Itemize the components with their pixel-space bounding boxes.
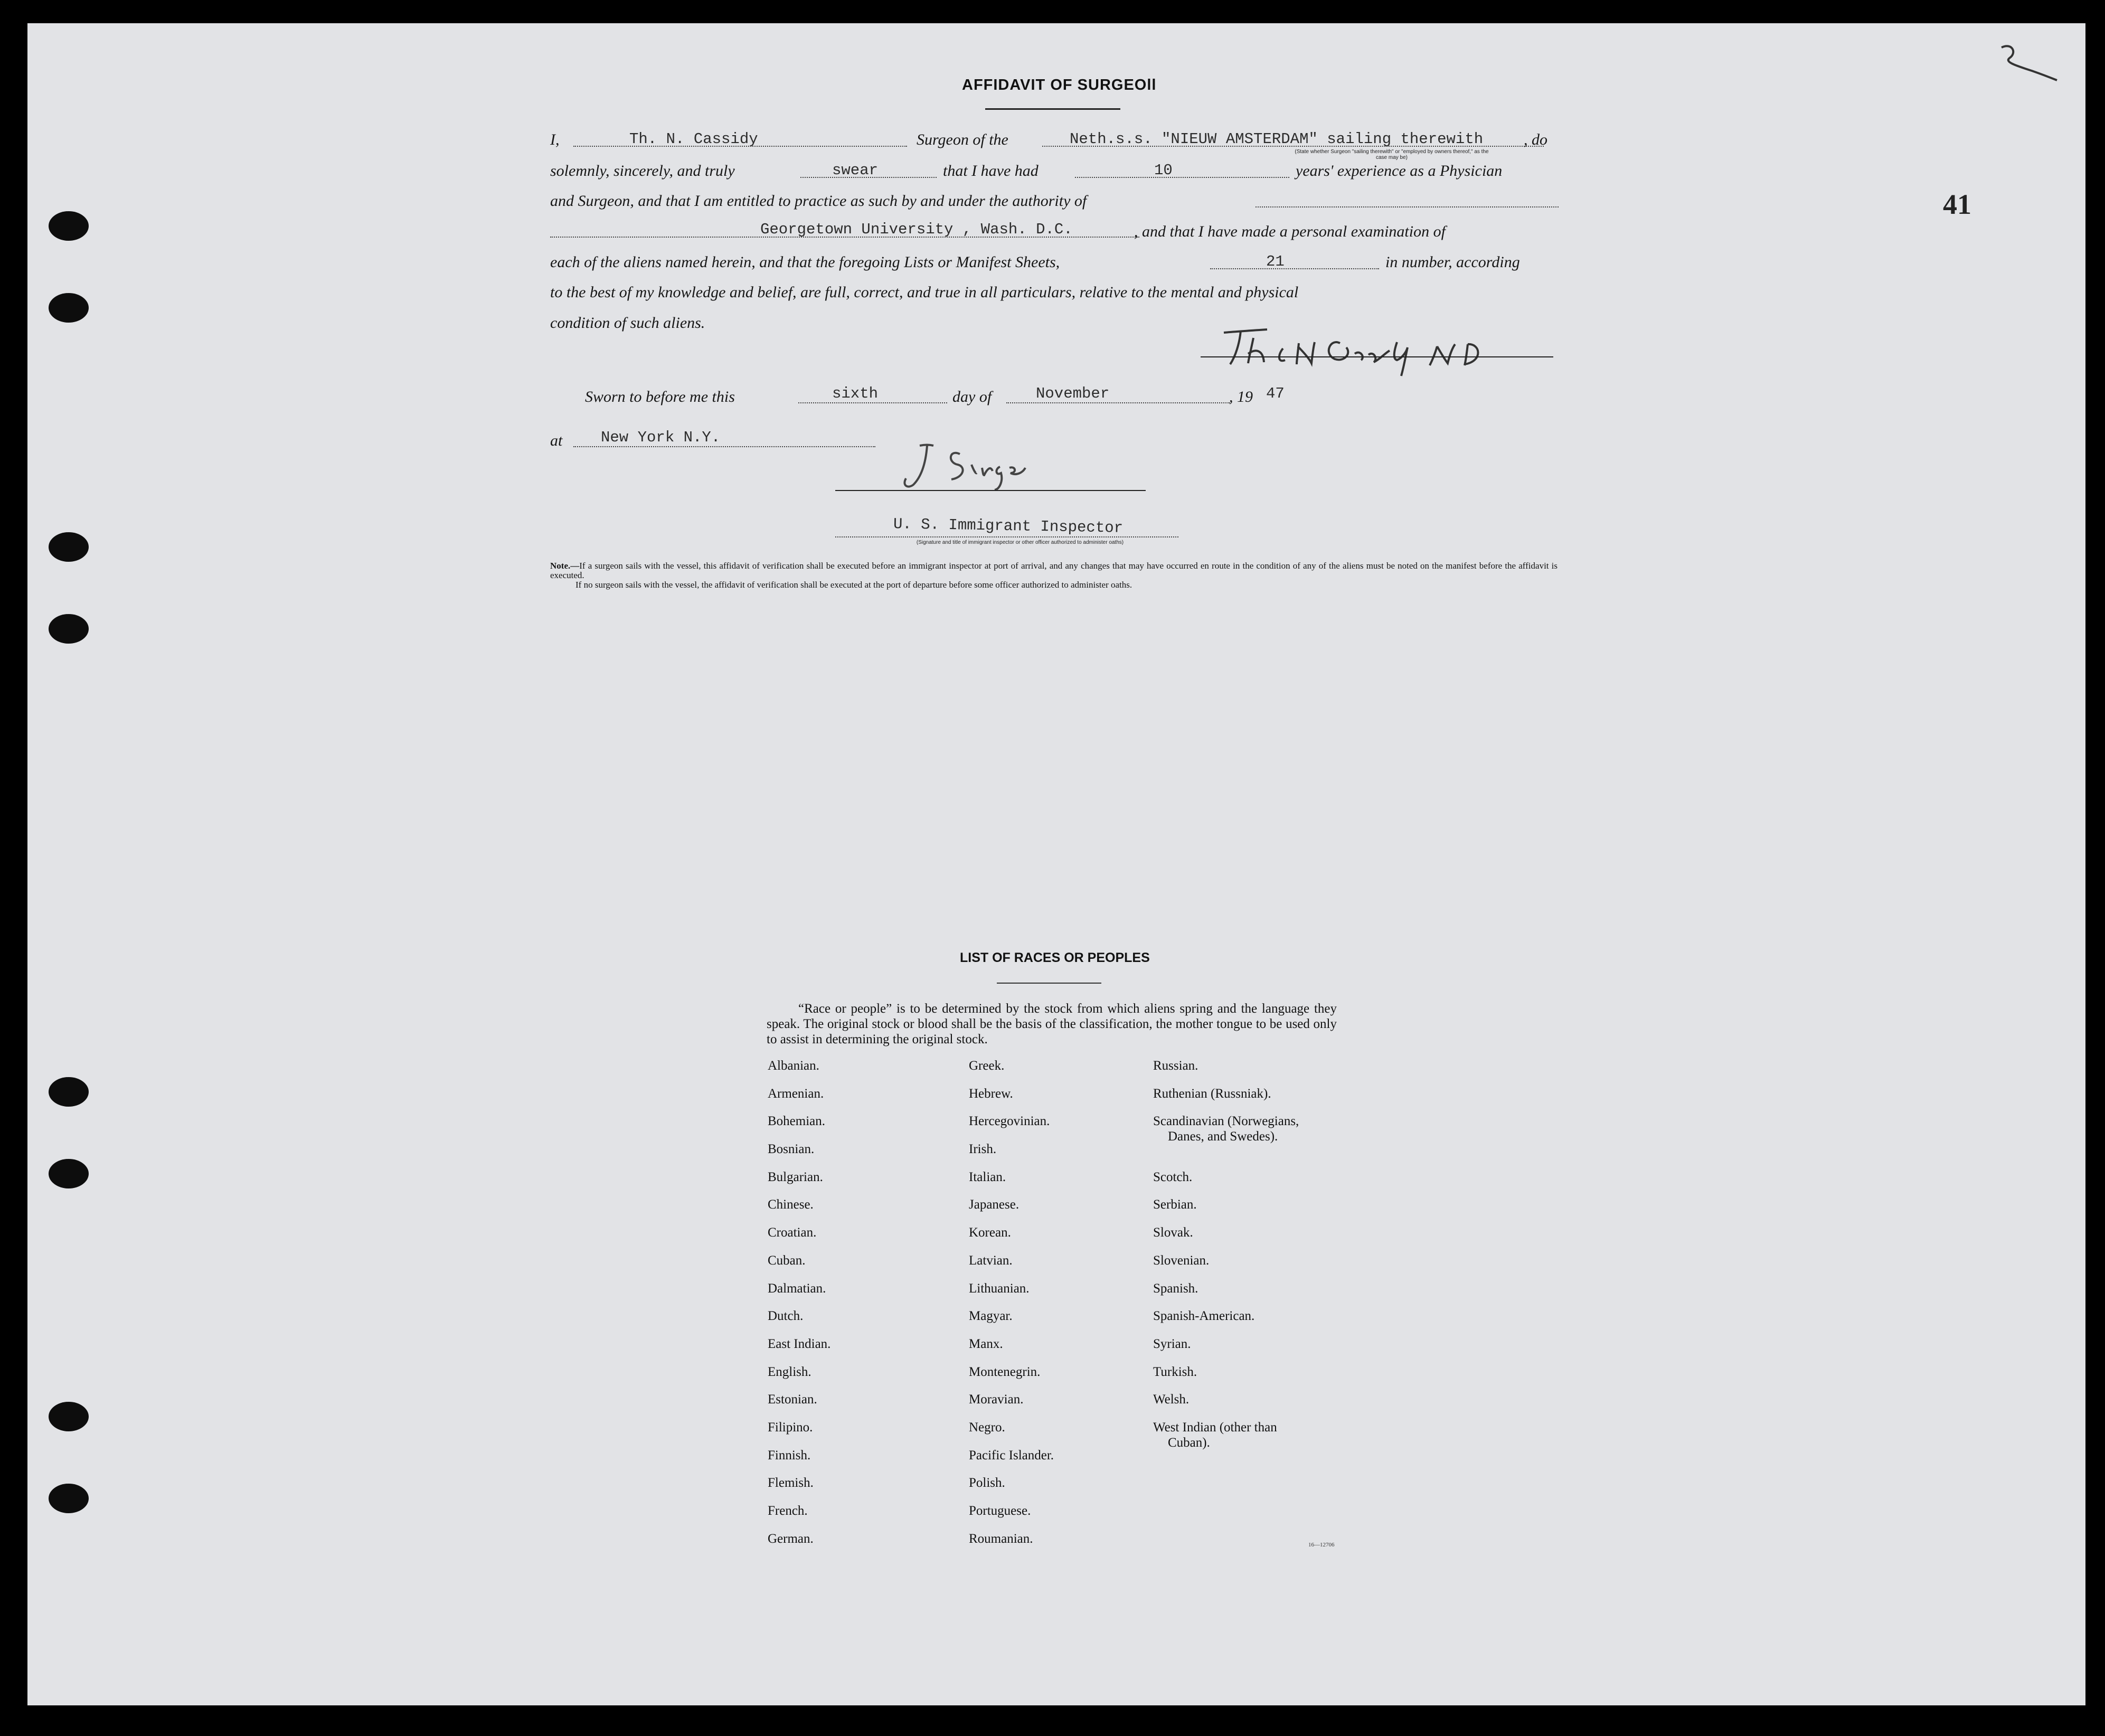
race-item: Slovak. [1153, 1225, 1193, 1240]
day-value: sixth [832, 385, 879, 402]
authority-value: Georgetown University , Wash. D.C. [760, 221, 1073, 238]
race-item: Spanish-American. [1153, 1309, 1255, 1324]
affidavit-note [550, 561, 1557, 590]
binder-hole [49, 1484, 89, 1513]
surgeon-signature-line [1201, 356, 1553, 357]
race-item: Greek. [969, 1059, 1005, 1073]
binder-hole [49, 532, 89, 562]
race-item: Roumanian. [969, 1531, 1033, 1546]
race-item-line-2: Danes, and Swedes). [1168, 1129, 1278, 1144]
race-item: Irish. [969, 1142, 997, 1157]
race-item: Pacific Islander. [969, 1448, 1054, 1463]
race-item: Bulgarian. [768, 1169, 823, 1184]
year-value: 47 [1266, 385, 1285, 402]
word-and-surgeon: and Surgeon, and that I am entitled to practice as such by and under the authority of [550, 192, 1087, 210]
race-item: Korean. [969, 1225, 1011, 1240]
race-item: Estonian. [768, 1392, 817, 1407]
race-item: French. [768, 1504, 808, 1518]
race-item: Dutch. [768, 1309, 804, 1324]
word-personal-exam: , and that I have made a personal examination of [1134, 223, 1446, 240]
surgeon-signature [1220, 317, 1536, 385]
race-item: Cuban. [768, 1253, 806, 1268]
word-i: I, [550, 131, 560, 148]
race-item: Portuguese. [969, 1504, 1031, 1518]
race-item: Ruthenian (Russniak). [1153, 1086, 1271, 1101]
vessel-caption: (State whether Surgeon "sailing therewith" or "employed by owners thereof," as the case may be) [1295, 149, 1489, 161]
race-item: Albanian. [768, 1059, 819, 1073]
word-day-of: day of [952, 388, 992, 405]
races-column-2 [969, 1058, 1054, 1559]
word-surgeon-of-the: Surgeon of the [917, 131, 1008, 148]
race-item: Turkish. [1153, 1364, 1197, 1379]
word-that-i-have-had: that I have had [943, 162, 1039, 180]
place-line [573, 446, 875, 447]
races-column-3 [1153, 1058, 1299, 1475]
race-item-line-2: Cuban). [1168, 1435, 1210, 1450]
races-column-1 [768, 1058, 830, 1559]
word-do: , do [1524, 131, 1547, 148]
title-rule [985, 108, 1120, 110]
race-item: Filipino. [768, 1420, 813, 1435]
surgeon-name-line [573, 146, 907, 147]
race-item: Moravian. [969, 1392, 1024, 1407]
race-item: Japanese. [969, 1197, 1020, 1212]
sheets-line [1210, 268, 1379, 269]
word-year-prefix: , 19 [1229, 388, 1253, 405]
race-item: Armenian. [768, 1086, 824, 1101]
race-item: German. [768, 1531, 814, 1546]
race-item: Hercegovinian. [969, 1114, 1050, 1129]
race-item: Croatian. [768, 1225, 817, 1240]
oath-line [800, 177, 937, 178]
month-line [1006, 402, 1230, 403]
binder-hole [49, 293, 89, 323]
day-line [798, 402, 947, 403]
word-sworn: Sworn to before me this [585, 388, 735, 405]
binder-hole [49, 1402, 89, 1431]
race-item: Magyar. [969, 1309, 1013, 1324]
inspector-caption: (Signature and title of immigrant inspector or other officer authorized to administer oaths) [916, 540, 1124, 545]
note-line-2: If no surgeon sails with the vessel, the affidavit of verification shall be executed at the port of departure before some officer authorized to administer oaths. [575, 580, 1132, 590]
place-value: New York N.Y. [601, 429, 721, 446]
race-item-line-1: Scandinavian (Norwegians, [1153, 1114, 1299, 1129]
authority-line-1 [1256, 206, 1559, 207]
race-item: Flemish. [768, 1476, 814, 1490]
race-item: Bosnian. [768, 1142, 815, 1157]
race-item: Slovenian. [1153, 1253, 1210, 1268]
affidavit-title: AFFIDAVIT OF SURGEOll [962, 77, 1157, 93]
month-value: November [1036, 385, 1110, 402]
race-item: Serbian. [1153, 1197, 1197, 1212]
inspector-signature [892, 438, 1040, 496]
race-item: Spanish. [1153, 1281, 1198, 1296]
race-item: Finnish. [768, 1448, 811, 1463]
race-item: Dalmatian. [768, 1281, 826, 1296]
race-item: Montenegrin. [969, 1364, 1041, 1379]
inspector-title-line [835, 536, 1178, 537]
race-item: Polish. [969, 1476, 1005, 1490]
race-item [1153, 1114, 1299, 1169]
surgeon-name-value: Th. N. Cassidy [629, 130, 758, 148]
note-line-1: If a surgeon sails with the vessel, this affidavit of verification shall be executed before an immigrant inspector at port of arrival, and any changes that may have occurred en route in the condition of any of the aliens must be noted on the manifest before the affidavit is executed. [550, 561, 1557, 580]
race-item: Welsh. [1153, 1392, 1190, 1407]
binder-hole [49, 1159, 89, 1188]
race-item: Scotch. [1153, 1169, 1193, 1184]
years-line [1075, 177, 1289, 178]
word-at: at [550, 432, 563, 449]
race-item: Russian. [1153, 1059, 1198, 1073]
form-code: 16—12706 [1308, 1542, 1335, 1548]
binder-hole [49, 211, 89, 241]
word-solemnly: solemnly, sincerely, and truly [550, 162, 735, 180]
race-item: Bohemian. [768, 1114, 826, 1129]
race-item: Italian. [969, 1169, 1006, 1184]
oath-value: swear [832, 162, 879, 179]
race-item: Syrian. [1153, 1336, 1191, 1351]
word-to-the-best: to the best of my knowledge and belief, are full, correct, and true in all particulars, relative to the mental and physical [550, 284, 1299, 301]
years-value: 10 [1154, 162, 1173, 179]
page-number: 41 [1943, 188, 1971, 220]
race-item: Manx. [969, 1336, 1003, 1351]
inspector-signature-line [835, 490, 1146, 491]
authority-line-2 [550, 237, 1139, 238]
race-item: Chinese. [768, 1197, 814, 1212]
document-page [27, 23, 2085, 1705]
binder-hole [49, 1077, 89, 1107]
note-label: Note.— [550, 561, 580, 571]
word-in-number: in number, according [1385, 253, 1520, 271]
race-item [1153, 1420, 1299, 1475]
pencil-mark-icon [1996, 42, 2060, 84]
inspector-title-value: U. S. Immigrant Inspector [893, 515, 1124, 537]
race-item: Hebrew. [969, 1086, 1013, 1101]
races-title: LIST OF RACES OR PEOPLES [960, 950, 1150, 965]
race-item: Lithuanian. [969, 1281, 1030, 1296]
race-item-line-1: West Indian (other than [1153, 1420, 1277, 1435]
vessel-line [1042, 146, 1544, 147]
race-item: Negro. [969, 1420, 1005, 1435]
race-item: East Indian. [768, 1336, 831, 1351]
word-condition: condition of such aliens. [550, 314, 705, 332]
word-years-experience: years' experience as a Physician [1296, 162, 1503, 180]
races-title-rule [997, 983, 1101, 984]
vessel-value: Neth.s.s. "NIEUW AMSTERDAM" sailing therewith [1070, 130, 1484, 148]
race-item: English. [768, 1364, 811, 1379]
word-each-of-the-aliens: each of the aliens named herein, and that the foregoing Lists or Manifest Sheets, [550, 253, 1060, 271]
race-item: Latvian. [969, 1253, 1013, 1268]
binder-hole [49, 614, 89, 644]
races-intro [767, 1001, 1337, 1047]
sheets-value: 21 [1266, 253, 1285, 270]
races-intro-text: “Race or people” is to be determined by the stock from which aliens spring and the language they speak. The original stock or blood shall be the basis of the classification, the mother tongue to be used only to assist in determining the original stock. [767, 1002, 1337, 1046]
